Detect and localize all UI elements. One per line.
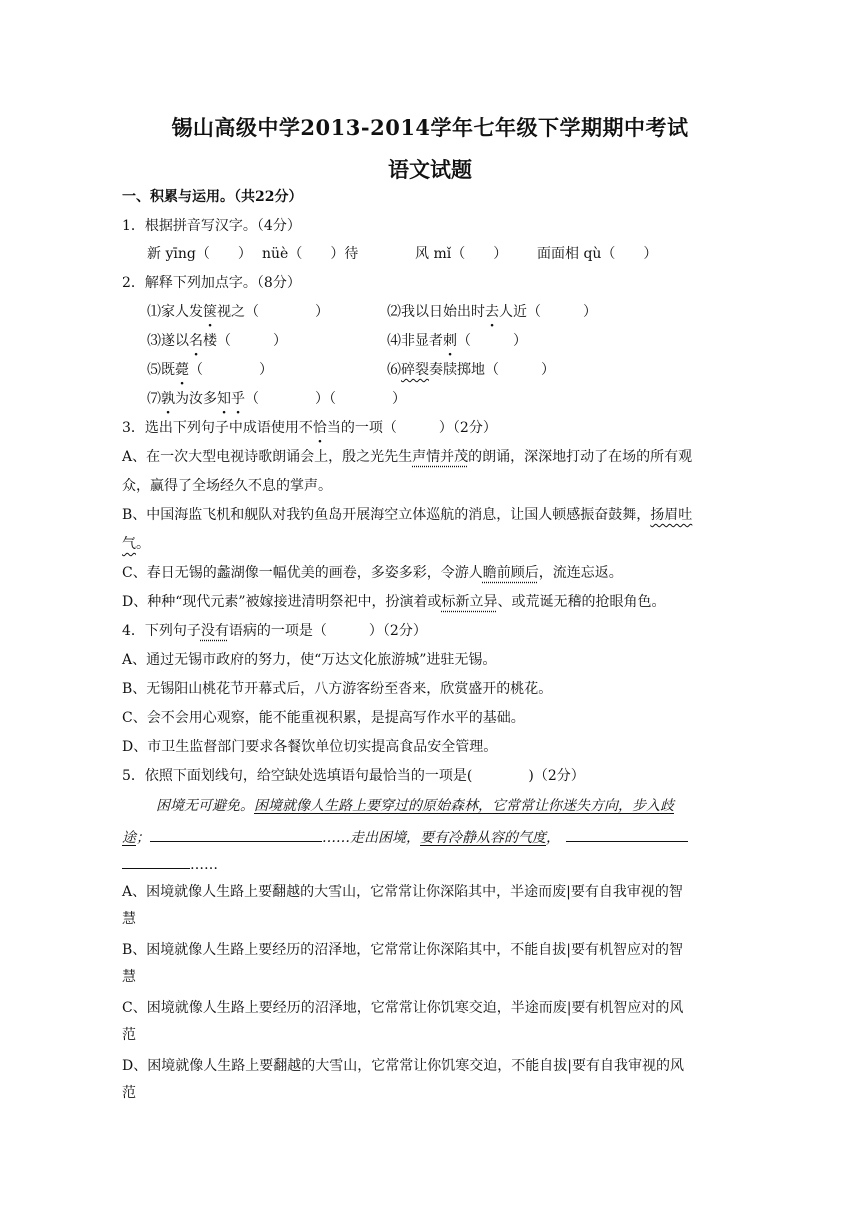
q4-option-b: B、无锡阳山桃花节开幕式后，八方游客纷至沓来，欣赏盛开的桃花。: [122, 681, 553, 697]
q2-item-4: [387, 331, 527, 351]
q2-item-6-post: 奏牍掷地（ ）: [429, 362, 555, 378]
q5-passage-line-3: [122, 852, 218, 875]
q2-item-2-dotted: 去: [485, 304, 499, 320]
q2-item-2: [387, 302, 597, 322]
q3-option-c: [122, 563, 623, 583]
q2-item-3-pre: ⑶遂以: [147, 333, 189, 349]
q3-b-wavy-2: 气: [122, 536, 136, 552]
q2-item-1-pre: ⑴家人发: [147, 304, 203, 320]
q3-c-pre: C、春日无锡的蠡湖像一幅优美的画卷，多姿多彩，令游人: [122, 565, 483, 581]
q4-stem-post: 语病的一项是（ ）（2分）: [228, 623, 427, 639]
q3-d-pre: D、种种“现代元素”被嫁接进清明祭祀中，扮演着或: [122, 594, 442, 610]
q2-item-6-wavy: 碎裂: [401, 362, 429, 378]
q5-passage-line-1: [156, 796, 674, 816]
q5-option-b-line-1: B、困境就像人生路上要经历的沼泽地，它常常让你深陷其中，不能自拔|要有机智应对的智: [122, 942, 684, 958]
q5-passage-ellipsis: ……: [190, 857, 218, 873]
q2-item-3: [147, 331, 287, 351]
q5-option-a-line-2: 慧: [122, 911, 136, 927]
q3-b-post: 。: [136, 536, 150, 552]
q3-a-dotted: 声情并茂: [412, 449, 469, 465]
q2-item-2-post: 人近（ ）: [499, 304, 597, 320]
q1-item-2: nüè（ ）待: [262, 246, 359, 262]
q5-passage-semicolon: ；: [136, 830, 150, 846]
q1-item-1: 新 yīng（ ）: [147, 246, 252, 262]
q5-passage-mid: ……走出困境，: [322, 830, 420, 846]
page-title: 锡山高级中学2013-2014学年七年级下学期期中考试: [171, 115, 689, 140]
q5-option-d-line-1: D、困境就像人生路上要翻越的大雪山，它常常让你饥寒交迫，不能自拔|要有自我审视的风: [122, 1058, 684, 1074]
q5-blank-2[interactable]: [566, 825, 688, 842]
q2-item-1: [147, 302, 329, 322]
q1-item-3: 风 mǐ（ ）: [415, 246, 508, 262]
section-heading: 一、积累与运用。（共22分）: [122, 189, 303, 205]
q5-option-a-line-1: A、困境就像人生路上要翻越的大雪山，它常常让你深陷其中，半途而废|要有自我审视的智: [122, 884, 683, 900]
q2-item-1-post: 视之（ ）: [217, 304, 329, 320]
q2-item-7-dotted-1: 孰: [161, 391, 175, 407]
q2-item-6-pre: ⑹: [387, 362, 401, 378]
q5-passage-plain: 困境无可避免。: [156, 798, 254, 814]
q3-stem-post: 的一项（ ）（2分）: [340, 420, 497, 436]
q1-item-4: 面面相 qù（ ）: [537, 246, 658, 262]
q2-item-7-mid: 为汝多: [175, 391, 217, 407]
q3-option-a-line-2: 众，赢得了全场经久不息的掌声。: [122, 478, 332, 494]
q5-passage-comma: ，: [546, 830, 560, 846]
q2-item-6: [387, 360, 555, 380]
q3-option-b-line-1: [122, 505, 692, 525]
q2-item-4-post: （ ）: [457, 333, 527, 349]
q2-item-5-pre: ⑸既: [147, 362, 175, 378]
q4-option-c: C、会不会用心观察，能不能重视积累，是提高写作水平的基础。: [122, 710, 525, 726]
q5-blank-2-cont[interactable]: [122, 852, 190, 869]
question-1-stem: 1．根据拼音写汉字。（4分）: [122, 218, 301, 234]
q3-option-a-line-1: [122, 447, 692, 467]
q2-item-5: [147, 360, 273, 380]
page-subtitle: 语文试题: [388, 157, 472, 182]
q5-passage-underlined: 困境就像人生路上要穿过的原始森林，它常常让你迷失方向，步入歧: [254, 798, 674, 814]
q3-d-dotted: 标新立异: [441, 594, 498, 610]
q3-c-post: ，流连忘返。: [538, 565, 623, 581]
q2-item-7-dotted-2: 知: [217, 391, 231, 407]
q5-option-d-line-2: 范: [122, 1085, 136, 1101]
q3-c-dotted: 瞻前顾后: [482, 565, 539, 581]
q4-option-a: A、通过无锡市政府的努力，使“万达文化旅游城”进驻无锡。: [122, 652, 497, 668]
q5-passage-underlined-2: 途: [122, 830, 136, 846]
q3-b-pre: B、中国海监飞机和舰队对我钓鱼岛开展海空立体巡航的消息，让国人顿感振奋鼓舞，: [122, 507, 651, 523]
q5-passage-line-2: [122, 825, 688, 848]
q3-d-post: 、或荒诞无稽的抢眼角色。: [497, 594, 666, 610]
q2-item-7-pre: ⑺: [147, 391, 161, 407]
question-3-stem: [122, 418, 497, 438]
question-2-stem: 2．解释下列加点字。（8分）: [122, 275, 301, 291]
q5-option-c-line-2: 范: [122, 1027, 136, 1043]
q4-stem-pre: 4．下列句子: [122, 623, 201, 639]
q3-option-d: [122, 592, 666, 612]
question-4-stem: [122, 621, 427, 641]
q5-blank-1[interactable]: [150, 825, 322, 842]
q2-item-7-dotted-3: 乎: [231, 391, 245, 407]
q2-item-7: [147, 389, 406, 409]
q2-item-3-dotted: 名: [189, 333, 203, 349]
q2-item-7-post: （ ）（ ）: [245, 391, 406, 407]
q3-stem-pre: 3．选出下列句子中成语使用: [122, 420, 299, 436]
q3-b-wavy: 扬眉吐: [650, 507, 693, 523]
question-5-stem: 5．依照下面划线句，给空缺处选填语句最恰当的一项是( )（2分）: [122, 768, 585, 784]
q5-passage-underlined-3: 要有冷静从容的气度: [420, 830, 546, 846]
q2-item-5-post: （ ）: [189, 362, 273, 378]
q2-item-1-dotted: 箧: [203, 304, 217, 320]
q3-option-b-line-2: [122, 534, 150, 554]
q4-option-d: D、市卫生监督部门要求各餐饮单位切实提高食品安全管理。: [122, 739, 498, 755]
q3-a-post: 的朗诵，深深地打动了在场的所有观: [468, 449, 693, 465]
q5-option-c-line-1: C、困境就像人生路上要经历的沼泽地，它常常让你饥寒交迫，半途而废|要有机智应对的风: [122, 1000, 684, 1016]
q4-stem-dotted: 没有: [200, 623, 229, 639]
q3-stem-dotted: 不恰当: [298, 420, 341, 436]
q2-item-4-dotted: 刺: [443, 333, 457, 349]
q2-item-5-dotted: 薨: [175, 362, 189, 378]
q2-item-4-pre: ⑷非显者: [387, 333, 443, 349]
q2-item-3-post: 楼（ ）: [203, 333, 287, 349]
q5-option-b-line-2: 慧: [122, 969, 136, 985]
q2-item-2-pre: ⑵我以日始出时: [387, 304, 485, 320]
q3-a-pre: A、在一次大型电视诗歌朗诵会上，殷之光先生: [122, 449, 413, 465]
